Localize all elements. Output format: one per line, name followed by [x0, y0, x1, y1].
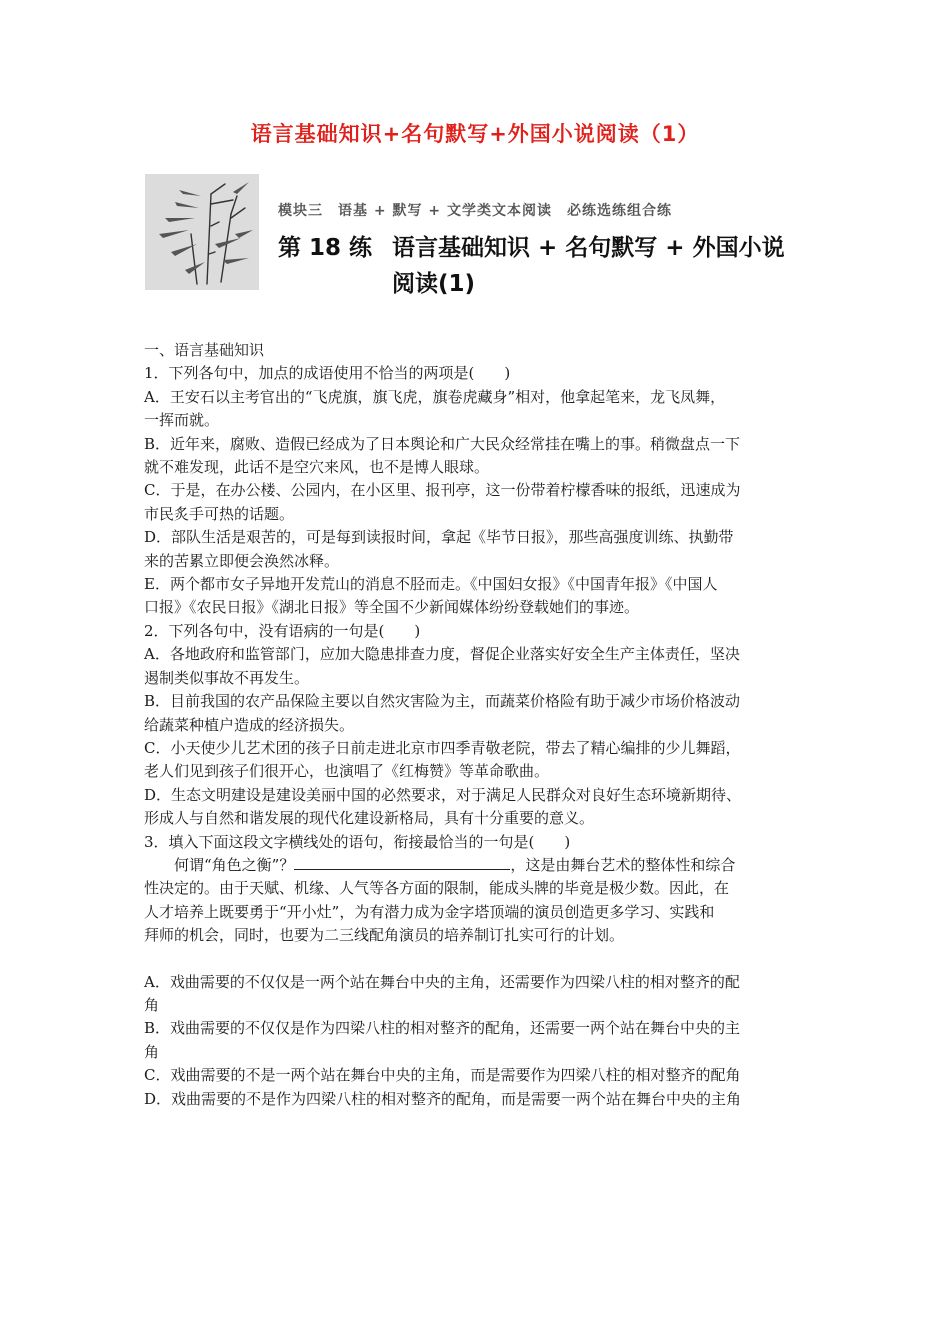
q2-option-b-cont: 给蔬菜种植户造成的经济损失。 [144, 715, 355, 734]
q1-option-a: A．王安石以主考官出的“飞虎旗，旗飞虎，旗卷虎藏身”相对，他拿起笔来，龙飞凤舞， [144, 387, 726, 406]
q3-passage-line2: 性决定的。由于天赋、机缘、人气等各方面的限制，能成头牌的毕竟是极少数。因此，在 [144, 879, 730, 898]
q3-passage-1a: 何谓“角色之衡”？ [174, 855, 295, 874]
q2-option-d-cont: 形成人与自然和谐发展的现代化建设新格局，具有十分重要的意义。 [144, 809, 595, 828]
q3-option-a-cont: 角 [144, 995, 160, 1014]
lesson-number: 第 18 练 [278, 235, 373, 261]
page-title: 语言基础知识+名句默写+外国小说阅读（1） [250, 122, 700, 146]
q1-option-e-cont: 口报》《农民日报》《湖北日报》等全国不少新闻媒体纷纷登载她们的事迹。 [144, 598, 640, 617]
q3-option-c: C．戏曲需要的不是一两个站在舞台中央的主角，而是需要作为四梁八柱的相对整齐的配角 [144, 1066, 741, 1085]
fill-blank-line [294, 855, 510, 870]
q1-option-d: D．部队生活是艰苦的，可是每到读报时间，拿起《毕节日报》，那些高强度训练、执勤带 [144, 528, 734, 547]
q2-option-c: C．小天使少儿艺术团的孩子日前走进北京市四季青敬老院，带去了精心编排的少儿舞蹈， [144, 738, 741, 757]
lesson-name-line2: 阅读(1) [392, 271, 476, 297]
q2-option-d: D．生态文明建设是建设美丽中国的必然要求，对于满足人民群众对良好生态环境新期待、 [144, 785, 742, 804]
q1-option-c-cont: 市民炙手可热的话题。 [144, 504, 295, 523]
lesson-title [278, 230, 785, 302]
q1-option-a-cont: 一挥而就。 [144, 411, 220, 430]
q3-passage-line1 [144, 854, 808, 877]
lesson-name-line1: 语言基础知识 + 名句默写 + 外国小说 [392, 235, 785, 261]
q2-option-c-cont: 老人们见到孩子们很开心，也演唱了《红梅赞》等革命歌曲。 [144, 762, 550, 781]
q3-option-a: A．戏曲需要的不仅仅是一两个站在舞台中央的主角，还需要作为四梁八柱的相对整齐的配 [144, 972, 740, 991]
section-heading: 一、语言基础知识 [144, 341, 265, 359]
q2-option-b: B．目前我国的农产品保险主要以自然灾害险为主，而蔬菜价格险有助于减少市场价格波动 [144, 692, 741, 711]
q3-passage-line3: 人才培养上既要勇于“开小灶”，为有潜力成为金字塔顶端的演员创造更多学习、实践和 [144, 902, 715, 921]
q2-option-a-cont: 遏制类似事故不再发生。 [144, 668, 310, 687]
question-1-stem: 1．下列各句中，加点的成语使用不恰当的两项是( ) [144, 364, 511, 383]
q1-option-b: B．近年来，腐败、造假已经成为了日本舆论和广大民众经常挂在嘴上的事。稍微盘点一下 [144, 434, 741, 453]
bamboo-illustration [145, 174, 259, 290]
q1-option-d-cont: 来的苦累立即便会涣然冰释。 [144, 551, 340, 570]
question-2-stem: 2．下列各句中，没有语病的一句是( ) [144, 621, 421, 640]
q1-option-c: C．于是，在办公楼、公园内，在小区里、报刊亭，这一份带着柠檬香味的报纸，迅速成为 [144, 481, 741, 500]
q1-option-e: E．两个都市女子异地开发荒山的消息不胫而走。《中国妇女报》《中国青年报》《中国人 [144, 575, 718, 594]
q3-option-b-cont: 角 [144, 1042, 160, 1061]
q3-passage-1b: ，这是由舞台艺术的整体性和综合 [510, 855, 736, 874]
q3-passage-line4: 拜师的机会，同时，也要为二三线配角演员的培养制订扎实可行的计划。 [144, 926, 625, 945]
spacer [144, 948, 808, 971]
q3-option-d: D．戏曲需要的不是作为四梁八柱的相对整齐的配角，而是需要一两个站在舞台中央的主角 [144, 1089, 742, 1108]
document-body [144, 339, 808, 1111]
q2-option-a: A．各地政府和监管部门，应加大隐患排查力度，督促企业落实好安全生产主体责任，坚决 [144, 645, 740, 664]
q3-option-b: B．戏曲需要的不仅仅是作为四梁八柱的相对整齐的配角，还需要一两个站在舞台中央的主 [144, 1019, 741, 1038]
question-3-stem: 3．填入下面这段文字横线处的语句，衔接最恰当的一句是( ) [144, 832, 571, 851]
module-line: 模块三 语基 + 默写 + 文学类文本阅读 必练选练组合练 [278, 203, 672, 219]
q1-option-b-cont: 就不难发现，此话不是空穴来风，也不是博人眼球。 [144, 458, 490, 477]
bamboo-icon [145, 174, 259, 290]
